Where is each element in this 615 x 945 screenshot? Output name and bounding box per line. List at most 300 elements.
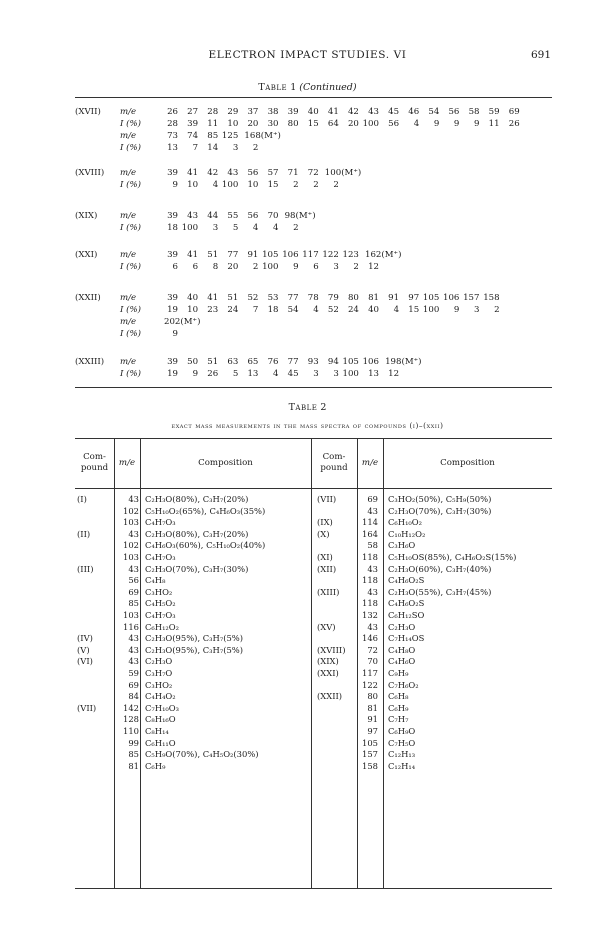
table1-cell: 20 — [347, 119, 359, 129]
row-label: I (%) — [120, 329, 141, 339]
table1-cell: 100 — [181, 223, 199, 233]
table1-row — [75, 249, 575, 261]
mz-cell: 43 — [128, 563, 139, 574]
table1-row — [75, 222, 575, 234]
mz-cell: 146 — [362, 633, 378, 644]
table1-cell: 2 — [293, 223, 299, 233]
table1-cell: 28 — [167, 119, 178, 129]
table1-cell: 157 — [463, 293, 480, 303]
mz-cell: 114 — [362, 517, 378, 528]
mz-cell: 110 — [123, 726, 139, 736]
table1-cell: 43 — [227, 168, 239, 178]
mz-cell: 43 — [367, 621, 378, 632]
table1-cell: 51 — [227, 293, 239, 303]
table1-caption-number: 1 — [290, 82, 297, 93]
mz-cell: 91 — [367, 714, 378, 725]
composition-cell: C₆H₉O — [388, 726, 416, 736]
table1-cell: 19 — [167, 369, 178, 379]
table1-cell: 27 — [187, 107, 199, 117]
composition-cell: C₇H₅O — [388, 737, 416, 748]
compound-cell: (VII) — [77, 702, 97, 713]
table1-cell: 3 — [333, 262, 339, 272]
running-title: ELECTRON IMPACT STUDIES. VI — [208, 49, 407, 61]
table-row — [75, 552, 552, 564]
table1-cell: 18 — [267, 305, 279, 315]
composition-cell: C₂H₃O — [388, 621, 416, 632]
mz-cell: 56 — [128, 575, 139, 586]
compound-cell: (XI) — [317, 552, 333, 562]
table1-cell: 10 — [187, 305, 199, 315]
table1-cell: 2 — [293, 180, 299, 190]
table1-cell: 3 — [474, 305, 480, 315]
composition-cell: C₂H₃O(55%), C₃H₇(45%) — [388, 586, 492, 597]
table2 — [75, 438, 552, 888]
table1-row — [75, 328, 575, 340]
table1-row — [75, 167, 575, 179]
composition-cell: C₄H₈ — [145, 575, 166, 586]
compound-number: (XVIII) — [75, 168, 105, 178]
table1-row — [75, 142, 575, 154]
row-label: m/e — [120, 357, 137, 367]
table1-compound-block — [75, 249, 575, 273]
table1-cell: 51 — [207, 357, 219, 367]
table1-cell: 4 — [273, 369, 279, 379]
table1-cell: 53 — [267, 293, 279, 303]
mz-cell: 43 — [128, 494, 139, 504]
compound-number: (XIX) — [75, 211, 98, 221]
table-row — [75, 645, 552, 657]
composition-cell: C₂H₃O(80%), C₃H₇(20%) — [145, 528, 249, 539]
composition-cell: C₈H₁₄ — [145, 726, 169, 736]
table1-cell: 168(M⁺) — [244, 131, 281, 141]
table1-cell: 12 — [368, 262, 379, 272]
table1-cell: 70 — [267, 211, 279, 221]
mz-cell: 97 — [367, 726, 378, 736]
table1-cell: 56 — [388, 119, 400, 129]
compound-cell: (XIX) — [317, 656, 339, 667]
table1-row — [75, 356, 575, 368]
composition-cell: C₆H₁₀O₂ — [388, 517, 423, 528]
table1-cell: 54 — [287, 305, 299, 315]
mz-cell: 99 — [128, 737, 139, 748]
table1-cell: 6 — [192, 262, 199, 272]
table1-cell: 8 — [212, 262, 219, 272]
table-row — [75, 529, 552, 541]
table1-cell: 39 — [167, 293, 178, 303]
table1-caption — [0, 82, 615, 93]
table-row — [75, 749, 552, 761]
table1-cell: 81 — [368, 293, 379, 303]
table1-cell: 9 — [453, 119, 460, 129]
table1-row — [75, 292, 575, 304]
mz-cell: 142 — [123, 702, 139, 713]
row-label: I (%) — [120, 180, 141, 190]
composition-cell: C₃HO₂ — [145, 679, 173, 690]
table1-cell: 57 — [267, 168, 279, 178]
table1-cell: 24 — [347, 305, 359, 315]
table1-cell: 11 — [488, 119, 500, 129]
table1-cell: 10 — [187, 180, 199, 190]
table-row — [75, 540, 552, 552]
table1-cell: 45 — [388, 107, 400, 117]
table-row — [75, 703, 552, 715]
table1-cell: 105 — [262, 250, 279, 260]
mz-cell: 118 — [362, 552, 378, 562]
header-compound-2: Com- pound — [320, 452, 348, 473]
table1-cell: 117 — [302, 250, 319, 260]
composition-cell: C₃HO₂ — [145, 586, 173, 597]
row-label: I (%) — [120, 305, 141, 315]
table1-cell: 79 — [327, 293, 339, 303]
table1-cell: 3 — [212, 223, 219, 233]
table1-row — [75, 210, 575, 222]
table1-cell: 39 — [167, 168, 178, 178]
row-label: I (%) — [120, 369, 141, 379]
mz-cell: 85 — [128, 749, 139, 760]
table1-cell: 106 — [282, 250, 299, 260]
table1-cell: 39 — [167, 357, 178, 367]
table1-cell: 73 — [167, 131, 178, 141]
mz-cell: 117 — [362, 668, 378, 678]
table1-cell: 41 — [187, 168, 199, 178]
table1-cell: 3 — [313, 369, 319, 379]
table1-cell: 59 — [488, 107, 500, 117]
table1-cell: 52 — [247, 293, 259, 303]
table1-cell: 122 — [322, 250, 339, 260]
mz-cell: 43 — [128, 528, 139, 539]
mz-cell: 118 — [362, 598, 378, 609]
table2-top-rule — [75, 438, 552, 439]
table-row — [75, 506, 552, 518]
table1-row — [75, 130, 575, 142]
composition-cell: C₂H₃O — [145, 656, 173, 667]
table-row — [75, 714, 552, 726]
mz-cell: 103 — [123, 552, 139, 562]
table1-row — [75, 179, 575, 191]
row-label: m/e — [120, 168, 137, 178]
table1-cell: 158 — [483, 293, 500, 303]
row-label: m/e — [120, 250, 137, 260]
table1-cell: 7 — [192, 143, 199, 153]
composition-cell: C₆H₉ — [145, 760, 166, 771]
table1-cell: 54 — [428, 107, 440, 117]
compound-number: (XXII) — [75, 293, 101, 303]
row-label: I (%) — [120, 119, 141, 129]
table1-cell: 20 — [247, 119, 259, 129]
table1-cell: 10 — [247, 180, 259, 190]
composition-cell: C₆H₁₂O₂ — [145, 621, 180, 632]
composition-cell: C₃H₆O — [388, 540, 416, 551]
table1-cell: 9 — [474, 119, 480, 129]
table1-compound-block — [75, 106, 575, 154]
composition-cell: C₄H₄O₂ — [145, 691, 176, 702]
mz-cell: 81 — [367, 702, 378, 713]
table1-cell: 41 — [327, 107, 339, 117]
mz-cell: 85 — [128, 598, 139, 609]
composition-cell: C₆H₈ — [388, 691, 409, 702]
table1-cell: 2 — [313, 180, 319, 190]
table1-cell: 2 — [252, 262, 259, 272]
table1-cell: 77 — [287, 357, 299, 367]
composition-cell: C₃HO₂(50%), C₅H₉(50%) — [388, 494, 492, 504]
composition-cell: C₂H₃O(70%), C₃H₇(30%) — [145, 563, 249, 574]
composition-cell: C₈H₁₆O — [145, 714, 176, 725]
table1-cell: 77 — [287, 293, 299, 303]
compound-cell: (VII) — [317, 494, 337, 504]
table1-cell: 2 — [333, 180, 339, 190]
compound-cell: (XXII) — [317, 691, 343, 702]
compound-cell: (II) — [77, 528, 91, 539]
table-row — [75, 680, 552, 692]
table1-cell: 4 — [393, 305, 400, 315]
composition-cell: C₅H₉O(70%), C₄H₅O₂(30%) — [145, 749, 259, 760]
compound-number: (XXI) — [75, 250, 98, 260]
table-row — [75, 622, 552, 634]
table1-row — [75, 304, 575, 316]
table1-cell: 7 — [252, 305, 259, 315]
composition-cell: C₄H₇O₃ — [145, 552, 176, 562]
mz-cell: 69 — [128, 586, 139, 597]
row-label: m/e — [120, 293, 137, 303]
table1-cell: 100(M⁺) — [324, 168, 362, 178]
table1-cell: 2 — [252, 143, 259, 153]
header-composition-2: Composition — [440, 458, 495, 468]
composition-cell: C₆H₁₁O — [145, 737, 176, 748]
table1-cell: 50 — [187, 357, 199, 367]
table1-cell: 43 — [187, 211, 199, 221]
table1-cell: 13 — [247, 369, 259, 379]
table1-cell: 80 — [347, 293, 359, 303]
table-row — [75, 575, 552, 587]
compound-cell: (I) — [77, 494, 87, 504]
running-header — [0, 49, 615, 63]
compound-cell: (X) — [317, 528, 330, 539]
composition-cell: C₄H₇O₃ — [145, 517, 176, 528]
mz-cell: 132 — [362, 610, 378, 620]
table1-cell: 51 — [207, 250, 219, 260]
composition-cell: C₃H₇O — [145, 668, 173, 678]
table1-cell: 40 — [368, 305, 379, 315]
table1-cell: 52 — [327, 305, 339, 315]
table1-cell: 39 — [287, 107, 299, 117]
composition-cell: C₄H₆O₂S — [388, 575, 425, 586]
table-row — [75, 610, 552, 622]
table1-cell: 100 — [342, 369, 359, 379]
table1-cell: 13 — [167, 143, 178, 153]
table1-cell: 74 — [187, 131, 199, 141]
table1-cell: 23 — [207, 305, 219, 315]
composition-cell: C₂H₃O(95%), C₃H₇(5%) — [145, 633, 244, 644]
page-number: 691 — [530, 49, 551, 61]
mz-cell: 72 — [367, 644, 378, 655]
row-label: I (%) — [120, 143, 141, 153]
row-label: I (%) — [120, 262, 141, 272]
table2-caption-number: 2 — [320, 402, 327, 413]
table2-caption — [0, 402, 615, 413]
table1-cell: 9 — [453, 305, 460, 315]
table1-cell: 37 — [247, 107, 259, 117]
table1-cell: 9 — [172, 329, 178, 339]
table1-cell: 91 — [388, 293, 400, 303]
table-row — [75, 726, 552, 738]
table-row — [75, 691, 552, 703]
table1-cell: 55 — [227, 211, 239, 221]
table-row — [75, 598, 552, 610]
mz-cell: 69 — [128, 679, 139, 690]
composition-cell: C₂H₃O(70%), C₃H₇(30%) — [388, 505, 492, 516]
table1-cell: 9 — [192, 369, 199, 379]
table1-cell: 12 — [388, 369, 400, 379]
header-mz-2: m/e — [361, 458, 379, 468]
table1-cell: 77 — [227, 250, 239, 260]
table1-cell: 20 — [227, 262, 239, 272]
table1-cell: 100 — [422, 305, 440, 315]
table-row — [75, 494, 552, 506]
table1-cell: 18 — [167, 223, 178, 233]
compound-cell: (V) — [77, 644, 90, 655]
table1-cell: 39 — [167, 250, 178, 260]
table-row — [75, 656, 552, 668]
table1-cell: 6 — [313, 262, 319, 272]
table1-cell: 4 — [212, 180, 219, 190]
table2-caption-label: Table — [288, 402, 318, 413]
table1-cell: 9 — [433, 119, 440, 129]
composition-cell: C₇H₁₄OS — [388, 633, 425, 644]
table1-cell: 14 — [207, 143, 219, 153]
composition-cell: C₂H₃O(95%), C₃H₇(5%) — [145, 644, 244, 655]
table1-row — [75, 316, 575, 328]
table1-cell: 78 — [307, 293, 319, 303]
table1-cell: 24 — [227, 305, 239, 315]
table1-cell: 56 — [247, 168, 259, 178]
compound-cell: (VI) — [77, 656, 93, 667]
composition-cell: C₄H₇O₃ — [145, 610, 176, 620]
composition-cell: C₄H₈O — [388, 644, 416, 655]
table1-cell: 100 — [362, 119, 379, 129]
table1-cell: 100 — [221, 180, 239, 190]
table1-cell: 64 — [327, 119, 339, 129]
mz-cell: 84 — [128, 691, 139, 702]
mz-cell: 116 — [123, 621, 139, 632]
table-row — [75, 633, 552, 645]
table1-cell: 80 — [287, 119, 299, 129]
mz-cell: 70 — [367, 656, 378, 667]
table1-cell: 3 — [333, 369, 339, 379]
table1-cell: 63 — [227, 357, 239, 367]
mz-cell: 43 — [128, 656, 139, 667]
table1-cell: 56 — [247, 211, 259, 221]
table1-cell: 10 — [227, 119, 239, 129]
compound-cell: (III) — [77, 563, 94, 574]
table2-subtitle: exact mass measurements in the mass spectra of compounds (i)–(xxii) — [171, 421, 444, 430]
table1-cell: 6 — [172, 262, 178, 272]
table-row — [75, 564, 552, 576]
compound-cell: (IX) — [317, 517, 333, 528]
table1-cell: 105 — [422, 293, 440, 303]
table1-compound-block — [75, 210, 575, 234]
table1-cell: 76 — [267, 357, 279, 367]
table1-cell: 15 — [408, 305, 420, 315]
table1-cell: 44 — [207, 211, 219, 221]
table1-cell: 3 — [232, 143, 239, 153]
table1-row — [75, 368, 575, 380]
compound-number: (XVII) — [75, 107, 101, 117]
mz-cell: 81 — [128, 760, 139, 771]
table1-cell: 91 — [247, 250, 259, 260]
table1-cell: 19 — [167, 305, 178, 315]
table1-cell: 26 — [167, 107, 178, 117]
table1-cell: 5 — [232, 223, 239, 233]
mz-cell: 43 — [128, 633, 139, 644]
mz-cell: 103 — [123, 517, 139, 528]
composition-cell: C₇H₆O₂ — [388, 679, 419, 690]
table1-cell: 26 — [508, 119, 520, 129]
composition-cell: C₅H₁₀O₂(65%), C₄H₆O₃(35%) — [145, 505, 266, 516]
table1-row — [75, 261, 575, 273]
table1-cell: 2 — [494, 305, 500, 315]
mz-cell: 43 — [128, 644, 139, 655]
table1-cell: 4 — [273, 223, 279, 233]
mz-cell: 43 — [367, 505, 378, 516]
table1-cell: 13 — [368, 369, 379, 379]
composition-cell: C₄H₅O₂ — [145, 598, 176, 609]
table1-cell: 45 — [287, 369, 299, 379]
mz-cell: 102 — [123, 505, 139, 516]
compound-cell: (XXI) — [317, 668, 339, 678]
table1-cell: 11 — [207, 119, 219, 129]
composition-cell: C₅H₁₀OS(85%), C₄H₆O₂S(15%) — [388, 552, 517, 562]
table1-cell: 106 — [442, 293, 460, 303]
table1-cell: 40 — [187, 293, 199, 303]
table1-cell: 4 — [313, 305, 319, 315]
mz-cell: 122 — [362, 679, 378, 690]
compound-cell: (XV) — [317, 621, 336, 632]
table1-compound-block — [75, 292, 575, 340]
table1-cell: 15 — [267, 180, 279, 190]
composition-cell: C₁₂H₁₃ — [388, 749, 416, 760]
header-mz: m/e — [118, 458, 136, 468]
table1-cell: 56 — [448, 107, 460, 117]
table-row — [75, 587, 552, 599]
table1-cell: 125 — [221, 131, 239, 141]
table2-bottom-rule — [75, 888, 552, 889]
table-row — [75, 761, 552, 773]
table1-cell: 65 — [247, 357, 259, 367]
mz-cell: 102 — [123, 540, 139, 551]
table2-header-rule — [75, 488, 552, 489]
table1-cell: 58 — [468, 107, 480, 117]
mz-cell: 59 — [128, 668, 139, 678]
header-composition: Composition — [198, 458, 253, 468]
mz-cell: 164 — [362, 528, 378, 539]
table1-cell: 69 — [508, 107, 520, 117]
mz-cell: 158 — [362, 760, 378, 771]
table1-cell: 85 — [207, 131, 219, 141]
table1-caption-label: Table — [258, 82, 288, 93]
table1-cell: 98(M⁺) — [284, 211, 316, 221]
compound-cell: (IV) — [77, 633, 93, 644]
compound-number: (XXIII) — [75, 357, 105, 367]
table1-top-rule — [75, 97, 552, 98]
mz-cell: 118 — [362, 575, 378, 586]
table1-cell: 26 — [207, 369, 219, 379]
composition-cell: C₇H₁₀O₃ — [145, 702, 180, 713]
table1-row — [75, 118, 575, 130]
compound-cell: (XVIII) — [317, 644, 346, 655]
table1-cell: 28 — [207, 107, 219, 117]
table1-cell: 41 — [187, 250, 199, 260]
compound-cell: (XII) — [317, 563, 337, 574]
